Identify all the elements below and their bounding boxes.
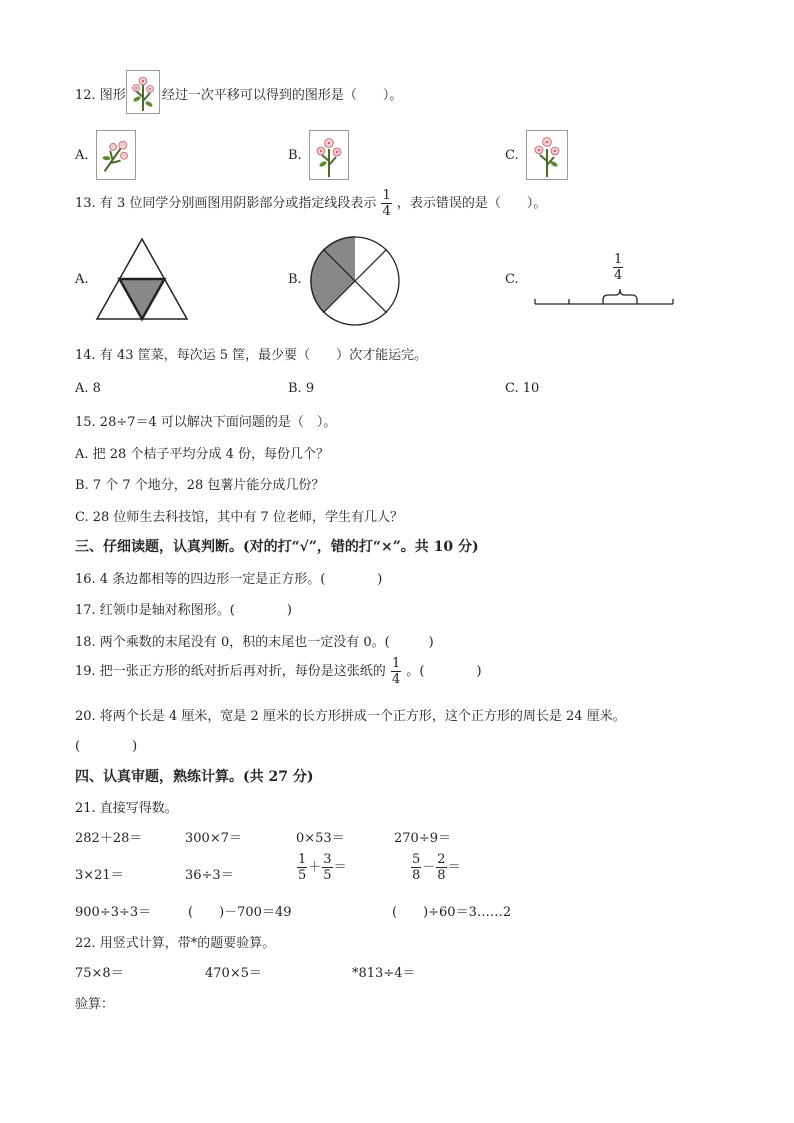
calc-item: 900÷3÷3＝ bbox=[75, 905, 152, 920]
q15-option-a[interactable]: A. 把 28 个桔子平均分成 4 份，每份几个？ bbox=[75, 447, 329, 462]
q14-option-c[interactable]: C. 10 bbox=[505, 381, 540, 396]
q13-circle-figure[interactable] bbox=[310, 236, 400, 326]
flower-rotated-icon bbox=[97, 131, 135, 179]
calc-item: ( )÷60＝3……2 bbox=[392, 905, 512, 920]
q21-stem: 21. 直接写得数。 bbox=[75, 801, 178, 816]
q15-stem: 15. 28÷7＝4 可以解决下面问题的是（ ）。 bbox=[75, 415, 337, 430]
calc-item: 270÷9＝ bbox=[394, 831, 451, 846]
q13-stem-post: ，表示错误的是（ ）。 bbox=[396, 196, 547, 211]
q12-stem-post: 经过一次平移可以得到的图形是（ ）。 bbox=[161, 88, 403, 103]
section-3-title: 三、仔细读题，认真判断。(对的打“√”，错的打“×”。共 10 分) bbox=[75, 539, 479, 555]
calc-item: 282＋28＝ bbox=[75, 831, 143, 846]
q16: 16. 4 条边都相等的四边形一定是正方形。( ) bbox=[75, 572, 383, 587]
q18: 18. 两个乘数的末尾没有 0，积的末尾也一定没有 0。( ) bbox=[75, 635, 434, 650]
q12-option-b-image[interactable] bbox=[309, 130, 349, 180]
q19 bbox=[75, 656, 482, 687]
calc-item: ( )－700＝49 bbox=[188, 905, 292, 920]
q14-option-b[interactable]: B. 9 bbox=[288, 381, 315, 396]
q13-stem-pre: 13. 有 3 位同学分别画图用阴影部分或指定线段表示 bbox=[75, 196, 377, 211]
q13-segment-fraction: $\frac{1}{4}$ bbox=[614, 252, 623, 283]
q13-line-segment-figure[interactable] bbox=[532, 285, 676, 309]
q13-option-a-label: A. bbox=[75, 272, 89, 287]
vertical-calc-item: 470×5＝ bbox=[205, 966, 262, 981]
calc-item-fraction-add: $\frac{1}{5}$ ＋ $\frac{3}{5}$ ＝ bbox=[298, 852, 347, 883]
q15-option-c[interactable]: C. 28 位师生去科技馆，其中有 7 位老师，学生有几人？ bbox=[75, 510, 403, 525]
q13-stem bbox=[75, 188, 546, 219]
q12-stem-pre: 12. 图形 bbox=[75, 88, 126, 103]
q19-pre: 19. 把一张正方形的纸对折后再对折，每份是这张纸的 bbox=[75, 664, 386, 679]
q13-triangle-figure[interactable] bbox=[94, 236, 190, 322]
vertical-calc-item: *813÷4＝ bbox=[352, 966, 416, 981]
flower-icon bbox=[310, 131, 348, 179]
check-label: 验算： bbox=[75, 997, 115, 1012]
q12-option-a-image[interactable] bbox=[96, 130, 136, 180]
q12-option-a-label: A. bbox=[75, 148, 89, 163]
q17: 17. 红领巾是轴对称图形。( ) bbox=[75, 603, 292, 618]
q12-flower-image bbox=[126, 70, 160, 114]
q19-fraction: $\frac{1}{4}$ bbox=[391, 656, 401, 687]
q19-post: 。( ) bbox=[406, 664, 482, 679]
q12-option-c-image[interactable] bbox=[526, 130, 568, 180]
q20-answer-paren: ( ) bbox=[75, 739, 138, 754]
q14-stem: 14. 有 43 筐菜，每次运 5 筐，最少要（ ）次才能运完。 bbox=[75, 348, 428, 363]
q20: 20. 将两个长是 4 厘米，宽是 2 厘米的长方形拼成一个正方形，这个正方形的周长是 24 厘米。 bbox=[75, 709, 626, 724]
q22-stem: 22. 用竖式计算，带*的题要验算。 bbox=[75, 936, 276, 951]
q13-option-b-label: B. bbox=[288, 272, 302, 287]
calc-item: 0×53＝ bbox=[296, 831, 345, 846]
calc-item: 36÷3＝ bbox=[185, 868, 234, 883]
q14-option-a[interactable]: A. 8 bbox=[75, 381, 101, 396]
vertical-calc-item: 75×8＝ bbox=[75, 966, 124, 981]
q12-option-b-label: B. bbox=[288, 148, 302, 163]
q15-option-b[interactable]: B. 7 个 7 个地分，28 包薯片能分成几份？ bbox=[75, 478, 325, 493]
calc-item: 300×7＝ bbox=[185, 831, 242, 846]
section-4-title: 四、认真审题，熟练计算。(共 27 分) bbox=[75, 769, 314, 785]
calc-item-fraction-subtract: $\frac{5}{8}$ － $\frac{2}{8}$ ＝ bbox=[412, 852, 461, 883]
flower-icon bbox=[527, 131, 567, 179]
q12-stem bbox=[75, 84, 402, 103]
q13-option-c-label: C. bbox=[505, 272, 519, 287]
brace-icon bbox=[603, 289, 637, 300]
flower-icon bbox=[127, 71, 159, 113]
q12-option-c-label: C. bbox=[505, 148, 519, 163]
q13-fraction: $\frac{1}{4}$ bbox=[382, 188, 391, 219]
calc-item: 3×21＝ bbox=[75, 868, 124, 883]
